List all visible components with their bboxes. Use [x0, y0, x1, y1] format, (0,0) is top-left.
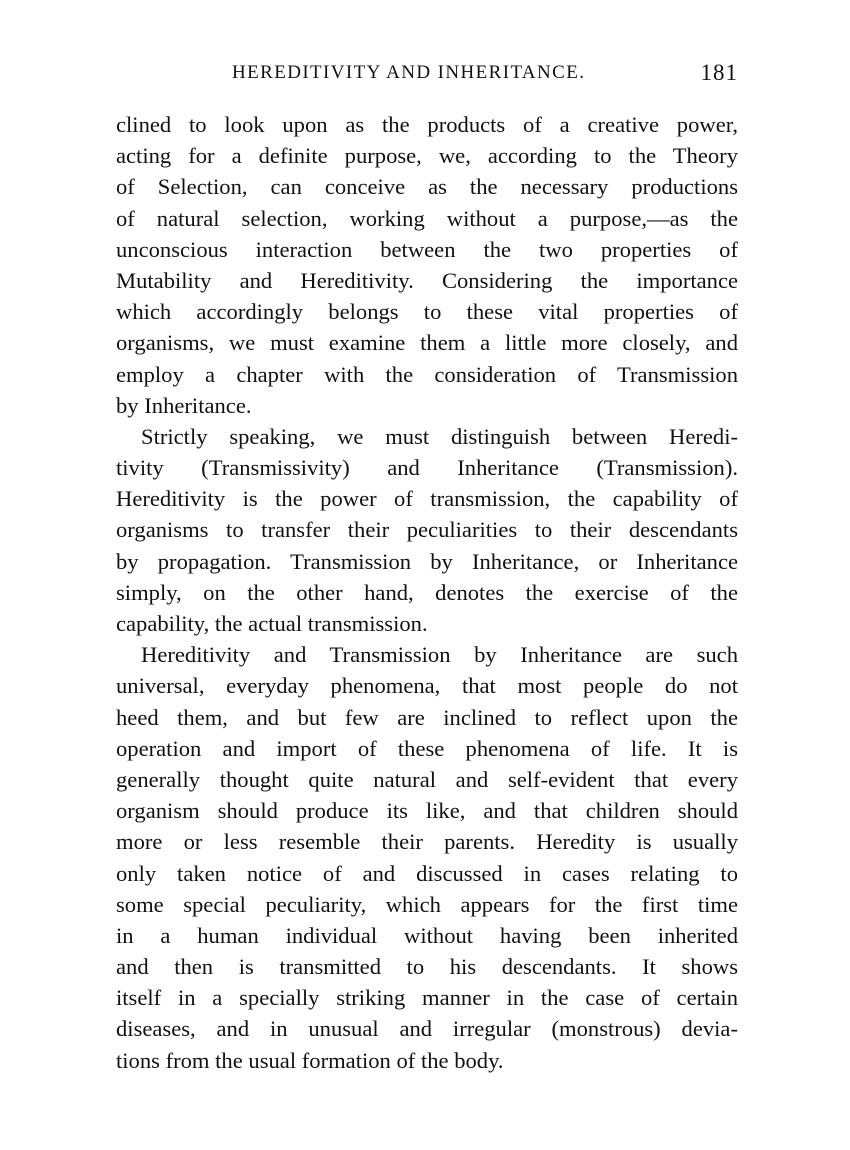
text-line: diseases, and in unusual and irregular (monstrous) devia- [116, 1016, 738, 1042]
text-line: and then is transmitted to his descendants. It shows [116, 954, 738, 980]
text-line: organisms to transfer their peculiarities to their descendants [116, 517, 738, 543]
text-line: itself in a specially striking manner in the case of certain [116, 985, 738, 1011]
text-line: more or less resemble their parents. Heredity is usually [116, 829, 738, 855]
text-line: tions from the usual formation of the body. [116, 1047, 504, 1073]
text-line: only taken notice of and discussed in cases relating to [116, 860, 738, 886]
text-line: of Selection, can conceive as the necessary productions [116, 174, 738, 200]
paragraph-2 [116, 421, 738, 639]
text-line: Hereditivity is the power of transmission, the capability of [116, 486, 738, 512]
text-line: employ a chapter with the consideration of Transmission [116, 361, 738, 387]
text-line: some special peculiarity, which appears for the first time [116, 891, 738, 917]
text-line: which accordingly belongs to these vital properties of [116, 299, 738, 325]
text-line: of natural selection, working without a purpose,—as the [116, 205, 738, 231]
page-number: 181 [700, 60, 738, 85]
text-line: in a human individual without having been inherited [116, 922, 738, 948]
text-line: simply, on the other hand, denotes the exercise of the [116, 579, 738, 605]
body-text [116, 109, 738, 1076]
text-line: operation and import of these phenomena of life. It is [116, 735, 738, 761]
text-line: universal, everyday phenomena, that most people do not [116, 673, 738, 699]
paragraph-3 [116, 639, 738, 1076]
text-line: capability, the actual transmission. [116, 611, 428, 636]
text-line: tivity (Transmissivity) and Inheritance (Transmission). [116, 455, 738, 481]
text-line: organism should produce its like, and that children should [116, 798, 738, 824]
text-line: organisms, we must examine them a little more closely, and [116, 330, 738, 356]
text-line: acting for a definite purpose, we, according to the Theory [116, 143, 738, 169]
text-line: by propagation. Transmission by Inheritance, or Inheritance [116, 548, 738, 574]
text-line: by Inheritance. [116, 392, 252, 418]
text-line: generally thought quite natural and self-evident that every [116, 766, 738, 792]
running-head [116, 62, 738, 92]
text-line: Hereditivity and Transmission by Inheritance are such [141, 642, 738, 668]
text-line: Mutability and Hereditivity. Considering the importance [116, 267, 738, 293]
text-line: clined to look upon as the products of a creative power, [116, 112, 738, 137]
running-title: HEREDITIVITY AND INHERITANCE. [232, 62, 586, 83]
paragraph-1 [116, 109, 738, 421]
text-line: heed them, and but few are inclined to reflect upon the [116, 704, 738, 730]
text-line: Strictly speaking, we must distinguish between Heredi- [141, 423, 738, 449]
text-line: unconscious interaction between the two properties of [116, 236, 738, 262]
